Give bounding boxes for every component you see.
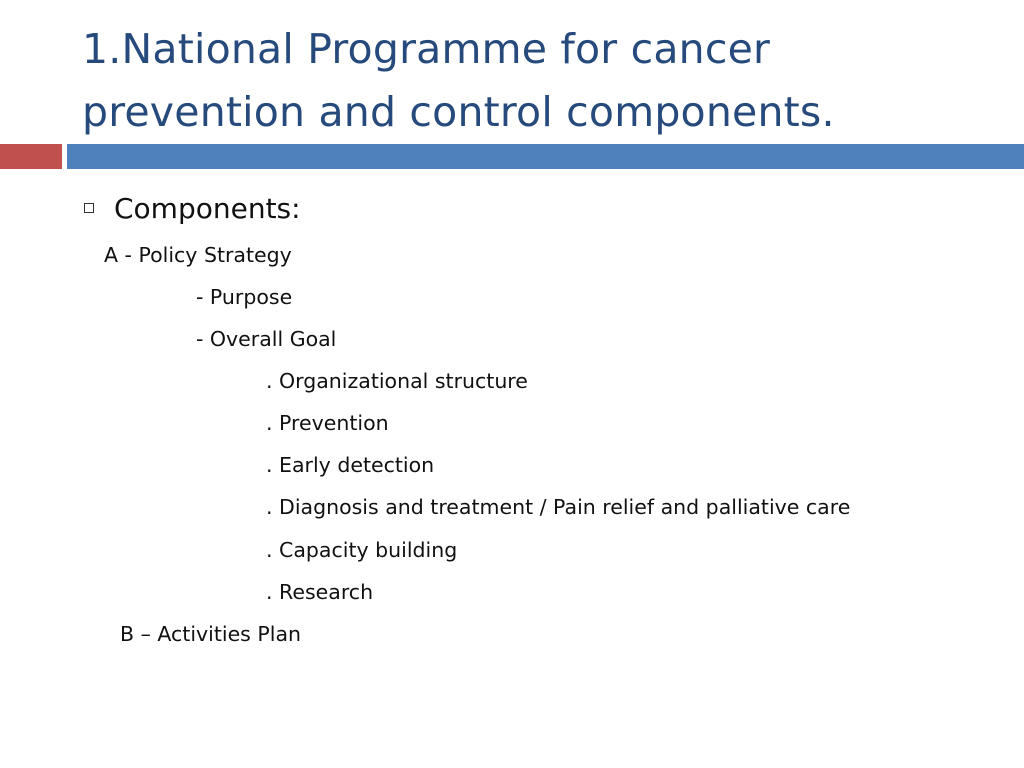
- goal-item-diagnosis-treatment: . Diagnosis and treatment / Pain relief and palliative care: [266, 495, 851, 519]
- goal-item-early-detection: . Early detection: [266, 453, 435, 477]
- slide-title: [82, 18, 1002, 144]
- goal-item-prevention: . Prevention: [266, 411, 389, 435]
- accent-bar-right: [67, 144, 1024, 169]
- goal-item-research: . Research: [266, 580, 374, 604]
- section-a-heading: A - Policy Strategy: [104, 243, 292, 267]
- slide-title-line-1: 1.National Programme for cancer: [82, 25, 771, 73]
- slide-title-line-2: prevention and control components.: [82, 88, 835, 136]
- accent-bar-left: [0, 144, 62, 169]
- section-b-heading: B – Activities Plan: [120, 622, 301, 646]
- goal-item-organizational-structure: . Organizational structure: [266, 369, 528, 393]
- bullet-text: Components:: [114, 191, 301, 225]
- list-item-overall-goal: - Overall Goal: [196, 327, 337, 351]
- list-item-purpose: - Purpose: [196, 285, 293, 309]
- square-bullet-icon: [84, 203, 94, 213]
- bullet-components: [84, 188, 301, 228]
- goal-item-capacity-building: . Capacity building: [266, 538, 458, 562]
